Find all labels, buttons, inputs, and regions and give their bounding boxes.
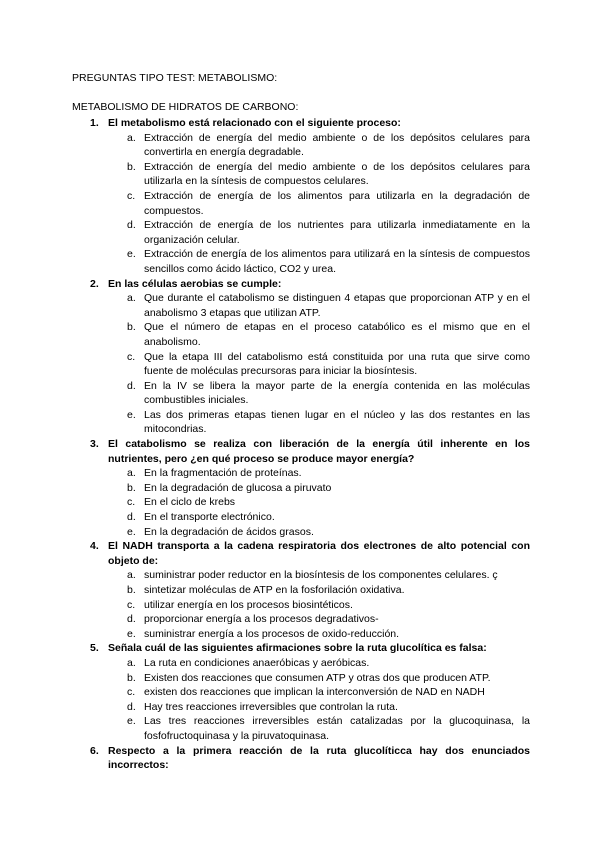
- option-item: [127, 379, 530, 408]
- option-letter: b.: [127, 160, 136, 173]
- question-1: [72, 116, 530, 277]
- question-list: [72, 116, 530, 773]
- option-text: En el transporte electrónico.: [144, 511, 275, 524]
- option-text: suministrar poder reductor en la biosíntesis de los componentes celulares. ç: [144, 569, 498, 582]
- option-list: [108, 466, 530, 539]
- option-text: Existen dos reacciones que consumen ATP y otras dos que producen ATP.: [144, 671, 491, 684]
- option-text: Las dos primeras etapas tienen lugar en el núcleo y las dos restantes en las mitocondrias.: [144, 408, 530, 436]
- option-text: Hay tres reacciones irreversibles que controlan la ruta.: [144, 700, 398, 713]
- option-text: Que durante el catabolismo se distinguen 4 etapas que proporcionan ATP y en el anabolismo 3 etapas que utilizan ATP.: [144, 292, 530, 319]
- question-text: El NADH transporta a la cadena respiratoria dos electrones de alto potencial con objeto de:: [108, 540, 530, 567]
- option-text: En el ciclo de krebs: [144, 496, 236, 509]
- option-letter: c.: [127, 496, 136, 509]
- question-4: [72, 539, 530, 641]
- document-title: PREGUNTAS TIPO TEST: METABOLISMO:: [72, 72, 278, 84]
- option-item: [127, 685, 530, 700]
- question-text: Respecto a la primera reacción de la ruta glucolíticca hay dos enunciados incorrectos:: [108, 744, 530, 772]
- option-item: [127, 160, 530, 189]
- option-letter: e.: [127, 525, 136, 538]
- option-letter: b.: [127, 584, 136, 596]
- option-text: Extracción de energía de los alimentos para utilizará en la síntesis de compuestos sencillos como ácido láctico, CO2 y urea.: [144, 248, 530, 275]
- option-text: En la fragmentación de proteínas.: [144, 467, 302, 480]
- question-3: [72, 437, 530, 539]
- option-item: [127, 671, 530, 686]
- question-number: 2.: [90, 277, 99, 290]
- question-text: El catabolismo se realiza con liberación de la energía útil inherente en los nutrientes, pero ¿en qué proceso se produce mayor energía?: [108, 438, 530, 465]
- option-text: sintetizar moléculas de ATP en la fosforilación oxidativa.: [144, 584, 405, 596]
- option-letter: e.: [127, 248, 136, 261]
- option-text: Que la etapa III del catabolismo está constituida por una ruta que sirve como fuente de moléculas precursoras para iniciar la biosíntesis.: [144, 350, 530, 378]
- option-text: Extracción de energía del medio ambiente o de los depósitos celulares para convertirla en energía degradable.: [144, 131, 530, 159]
- option-text: proporcionar energía a los procesos degradativos-: [144, 613, 379, 626]
- option-text: Extracción de energía del medio ambiente o de los depósitos celulares para utilizarla en la síntesis de compuestos celulares.: [144, 160, 530, 188]
- option-item: [127, 510, 530, 525]
- option-item: [127, 247, 530, 276]
- question-text: El metabolismo está relacionado con el siguiente proceso:: [108, 117, 401, 129]
- option-text: En la degradación de glucosa a piruvato: [144, 481, 332, 494]
- option-letter: b.: [127, 481, 136, 494]
- option-item: [127, 700, 530, 715]
- option-text: Que el número de etapas en el proceso catabólico es el mismo que en el anabolismo.: [144, 321, 530, 348]
- option-letter: d.: [127, 511, 136, 524]
- question-6: [72, 744, 530, 773]
- option-item: [127, 189, 530, 218]
- option-item: [127, 350, 530, 379]
- option-letter: d.: [127, 700, 136, 713]
- option-item: [127, 131, 530, 160]
- option-item: [127, 218, 530, 247]
- section-title: METABOLISMO DE HIDRATOS DE CARBONO:: [72, 101, 299, 113]
- option-text: Extracción de energía de los nutrientes para utilizarla inmediatamente en la organización celular.: [144, 219, 530, 246]
- option-letter: c.: [127, 598, 136, 611]
- option-list: [108, 568, 530, 641]
- option-letter: b.: [127, 321, 136, 334]
- question-text: Señala cuál de las siguientes afirmaciones sobre la ruta glucolítica es falsa:: [108, 642, 487, 655]
- option-letter: e.: [127, 408, 136, 421]
- option-list: [108, 131, 530, 277]
- option-letter: d.: [127, 219, 136, 232]
- option-item: [127, 612, 530, 627]
- option-item: [127, 466, 530, 481]
- option-item: [127, 525, 530, 540]
- question-5: [72, 641, 530, 743]
- option-letter: d.: [127, 613, 136, 626]
- option-item: [127, 656, 530, 671]
- question-text: En las células aerobias se cumple:: [108, 277, 282, 290]
- question-number: 6.: [90, 744, 99, 757]
- option-text: existen dos reacciones que implican la interconversión de NAD en NADH: [144, 686, 485, 699]
- question-2: [72, 277, 530, 438]
- option-text: La ruta en condiciones anaeróbicas y aeróbicas.: [144, 656, 370, 669]
- question-number: 1.: [90, 117, 99, 129]
- option-letter: a.: [127, 569, 136, 582]
- option-letter: c.: [127, 686, 136, 699]
- option-item: [127, 408, 530, 437]
- question-number: 4.: [90, 540, 99, 553]
- option-text: utilizar energía en los procesos biosintéticos.: [144, 598, 353, 611]
- question-number: 5.: [90, 642, 99, 655]
- option-letter: d.: [127, 379, 136, 392]
- option-text: suministrar energía a los procesos de oxido-reducción.: [144, 627, 400, 640]
- option-letter: c.: [127, 189, 136, 202]
- option-item: [127, 291, 530, 320]
- option-list: [108, 291, 530, 437]
- option-item: [127, 495, 530, 510]
- option-item: [127, 583, 530, 598]
- option-item: [127, 568, 530, 583]
- option-item: [127, 320, 530, 349]
- option-letter: b.: [127, 671, 136, 684]
- option-list: [108, 656, 530, 744]
- option-letter: a.: [127, 131, 136, 144]
- option-letter: a.: [127, 656, 136, 669]
- option-item: [127, 714, 530, 743]
- option-item: [127, 627, 530, 642]
- option-letter: c.: [127, 350, 136, 363]
- option-item: [127, 598, 530, 613]
- option-letter: a.: [127, 292, 136, 305]
- option-text: En la IV se libera la mayor parte de la energía contenida en las moléculas combustibles iniciales.: [144, 379, 530, 407]
- option-letter: e.: [127, 627, 136, 640]
- option-text: Las tres reacciones irreversibles están catalizadas por la glucoquinasa, la fosfofructoquinasa y la piruvatoquinasa.: [144, 715, 530, 742]
- option-text: Extracción de energía de los alimentos para utilizarla en la degradación de compuestos.: [144, 189, 530, 217]
- option-item: [127, 481, 530, 496]
- option-letter: a.: [127, 467, 136, 480]
- question-number: 3.: [90, 438, 99, 451]
- option-text: En la degradación de ácidos grasos.: [144, 525, 314, 538]
- option-letter: e.: [127, 715, 136, 728]
